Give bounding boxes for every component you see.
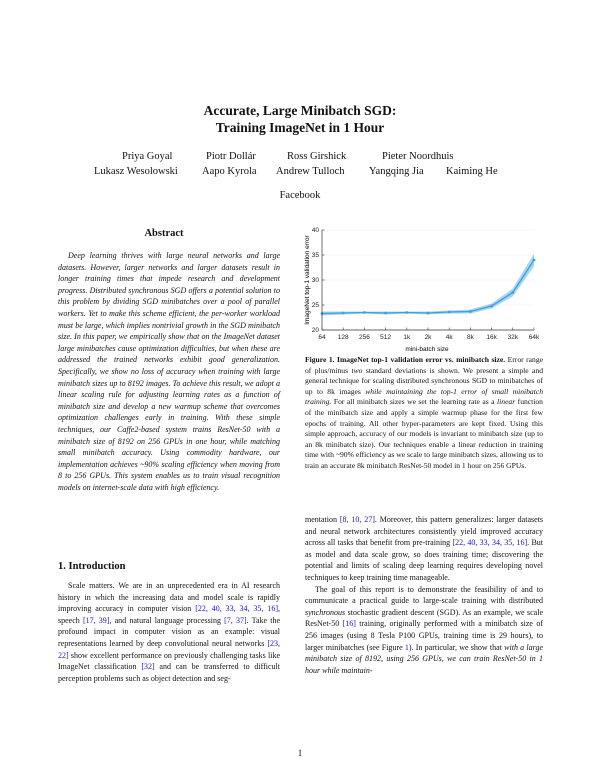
abstract-paragraph: Deep learning thrives with large neural networks and large datasets. However, larger networks and larger datasets result in longer training times that impede research and development progress. Distributed synchronous SGD offers a potential solution to this problem by dividing SGD minibatches over a pool of parallel workers. Yet to make this scheme efficient, the per-worker workload must be large, which implies nontrivial growth in the SGD minibatch size. In this paper, we empirically show that on the ImageNet dataset large minibatches cause optimization difficulties, but when these are addressed the trained networks exhibit good generalization. Specifically, we show no loss of accuracy when training with large minibatch sizes up to 8192 images. To achieve this result, we adopt a linear scaling rule for adjusting learning rates as a function of minibatch size and develop a new warmup scheme that overcomes optimization challenges early in training. With these simple techniques, our Caffe2-based system trains ResNet-50 with a minibatch size of 8192 on 256 GPUs in one hour, while matching small minibatch accuracy. Using commodity hardware, our implementation achieves ~90% scaling efficiency when moving from 8 to 256 GPUs. This system enables us to train visual recognition models on internet-scale data with high efficiency. <box>58 251 280 492</box>
data-point <box>342 312 345 315</box>
text-run: function of the minibatch size and apply a simple warmup phase for the first few epochs of training. All other hyper-parameters are kept fixed. Using this simple approach, accuracy of our models is invariant to minibatch size (up to an 8k minibatch size). Our techniques enable a linear reduction in training time with ~90% efficiency as we scale to large minibatch sizes, allowing us to train an accurate 8k minibatch ResNet-50 model in 1 hour on 256 GPUs. <box>305 397 543 470</box>
abstract-text <box>58 250 280 493</box>
paper-title-line1: Accurate, Large Minibatch SGD: <box>203 103 397 118</box>
text-run: For all minibatch sizes we set the learning rate as a <box>331 397 498 407</box>
x-tick-label: 256 <box>358 334 370 341</box>
figure-reference-link[interactable]: 1 <box>404 642 409 652</box>
citation-link[interactable]: [7, 37] <box>224 615 247 625</box>
text-run: Error range of plus/minus <box>305 355 543 375</box>
y-tick-label: 25 <box>311 302 319 310</box>
intro-text <box>58 580 280 684</box>
x-tick-label: 128 <box>337 334 349 341</box>
text-run: mentation <box>305 515 340 524</box>
intro-paragraph <box>58 580 280 684</box>
text-run: ). In particular, we show that <box>408 642 505 652</box>
page-number: 1 <box>297 748 303 758</box>
text-run: linear <box>497 397 516 407</box>
right-column-text <box>305 514 543 676</box>
author-name: Piotr Dollár <box>206 151 256 162</box>
author-name: Yangqing Jia <box>369 166 424 177</box>
x-tick-label: 512 <box>380 334 392 341</box>
caption-title: ImageNet top-1 validation error vs. minibatch size. <box>337 355 506 364</box>
text-run: stochastic gradient descent (SGD). As an example, we scale ResNet-50 <box>305 607 543 629</box>
text-run: The goal of this report is to demonstrate the feasibility of and to communicate a practical guide to large-scale training with distributed <box>305 584 543 606</box>
paper-title-line2: Training ImageNet in 1 Hour <box>215 120 385 135</box>
section-heading-introduction: 1. Introduction <box>58 561 126 572</box>
x-tick-labels <box>318 328 540 342</box>
author-name: Priya Goyal <box>122 151 173 162</box>
authors-row-2 <box>0 166 600 180</box>
data-point <box>533 259 536 262</box>
paragraph-goal <box>305 584 543 677</box>
data-point <box>405 311 408 314</box>
citation-link[interactable]: [17, 39] <box>82 615 110 625</box>
text-run: two <box>351 365 363 375</box>
y-tick-label: 40 <box>311 227 319 235</box>
data-point <box>448 311 451 314</box>
affiliation: Facebook <box>279 190 321 201</box>
data-point <box>490 305 493 308</box>
data-points <box>321 259 536 315</box>
y-tick-label: 20 <box>311 327 319 335</box>
author-name: Kaiming He <box>446 166 498 177</box>
x-axis-label: mini-batch size <box>405 346 449 353</box>
y-tick-labels <box>312 227 325 334</box>
data-point <box>511 291 514 294</box>
data-point <box>427 312 430 315</box>
x-tick-label: 8k <box>466 334 474 341</box>
text-run: Scale matters. We are in an unprecedented era in AI research history in which the increasing data and model scale is rapidly improving accuracy in computer vision <box>58 581 280 614</box>
error-band <box>322 254 534 316</box>
text-run: show excellent performance on previously challenging tasks like ImageNet classification <box>58 650 280 672</box>
x-tick-label: 64 <box>318 334 326 341</box>
citation-link[interactable]: [8, 10, 27] <box>339 515 375 524</box>
text-run: . Take the profound impact in computer vision as an example: visual representations learned by deep convolutional neural networks <box>58 615 281 648</box>
text-run: standard deviations is shown. We present a simple and general technique for scaling distributed synchronous SGD to minibatches of up to 8k images <box>305 365 543 396</box>
text-run: , and natural language processing <box>109 615 225 625</box>
authors-row-1 <box>0 151 600 165</box>
figure-1-caption <box>305 355 543 472</box>
citation-link[interactable]: [32] <box>141 662 155 672</box>
text-run: and can be transferred to difficult perception problems such as object detection and seg- <box>58 662 280 683</box>
author-name: Aapo Kyrola <box>202 166 257 177</box>
citation-link[interactable]: [16] <box>342 619 356 629</box>
author-name: Andrew Tulloch <box>276 166 345 177</box>
author-name: Pieter Noordhuis <box>382 151 454 162</box>
x-tick-label: 32k <box>507 334 519 341</box>
citation-link[interactable]: [22, 40, 33, 34, 35, 16] <box>452 538 528 548</box>
abstract-heading: Abstract <box>144 228 184 239</box>
y-axis-label: ImageNet top-1 validation error <box>304 235 311 325</box>
caption-label: Figure 1. <box>305 355 335 364</box>
x-tick-label: 16k <box>486 334 497 341</box>
text-run: . But as model and data scale grow, so does training time; discovering the potential and limits of scaling deep learning requires developing novel techniques to keep training time manageable. <box>305 538 544 582</box>
x-tick-label: 1k <box>403 334 411 341</box>
paragraph-continued <box>305 514 543 584</box>
y-tick-label: 35 <box>311 252 319 260</box>
citation-link[interactable]: [22, 40, 33, 34, 35, 16] <box>195 604 278 614</box>
author-name: Ross Girshick <box>287 151 347 162</box>
author-name: Lukasz Wesolowski <box>94 166 178 177</box>
text-run: , speech <box>58 604 280 625</box>
x-tick-label: 2k <box>424 334 432 341</box>
figure-1-chart <box>298 222 548 354</box>
text-run: with a large minibatch size of 8192, using 256 GPUs, we can train ResNet-50 in 1 hour while maintain- <box>305 642 543 675</box>
error-line <box>322 260 534 314</box>
text-run: . Moreover, this pattern generalizes: larger datasets and neural network architectures consistently yield improved accuracy across all tasks that benefit from pre-training <box>305 515 543 548</box>
text-run: while maintaining the top-1 error of small minibatch training. <box>305 386 543 407</box>
text-run: synchronous <box>305 607 346 617</box>
y-tick-label: 30 <box>311 277 319 285</box>
text-run: training, originally performed with a minibatch size of 256 images (using 8 Tesla P100 GPUs, training time is 29 hours), to larger minibatches (see Figure <box>305 619 544 652</box>
data-point <box>363 311 366 314</box>
chart-grid <box>322 230 534 330</box>
data-point <box>384 312 387 315</box>
x-tick-label: 4k <box>445 334 453 341</box>
citation-link[interactable]: [23, 22] <box>58 638 280 660</box>
data-point <box>469 310 472 313</box>
x-tick-label: 64k <box>528 334 540 341</box>
